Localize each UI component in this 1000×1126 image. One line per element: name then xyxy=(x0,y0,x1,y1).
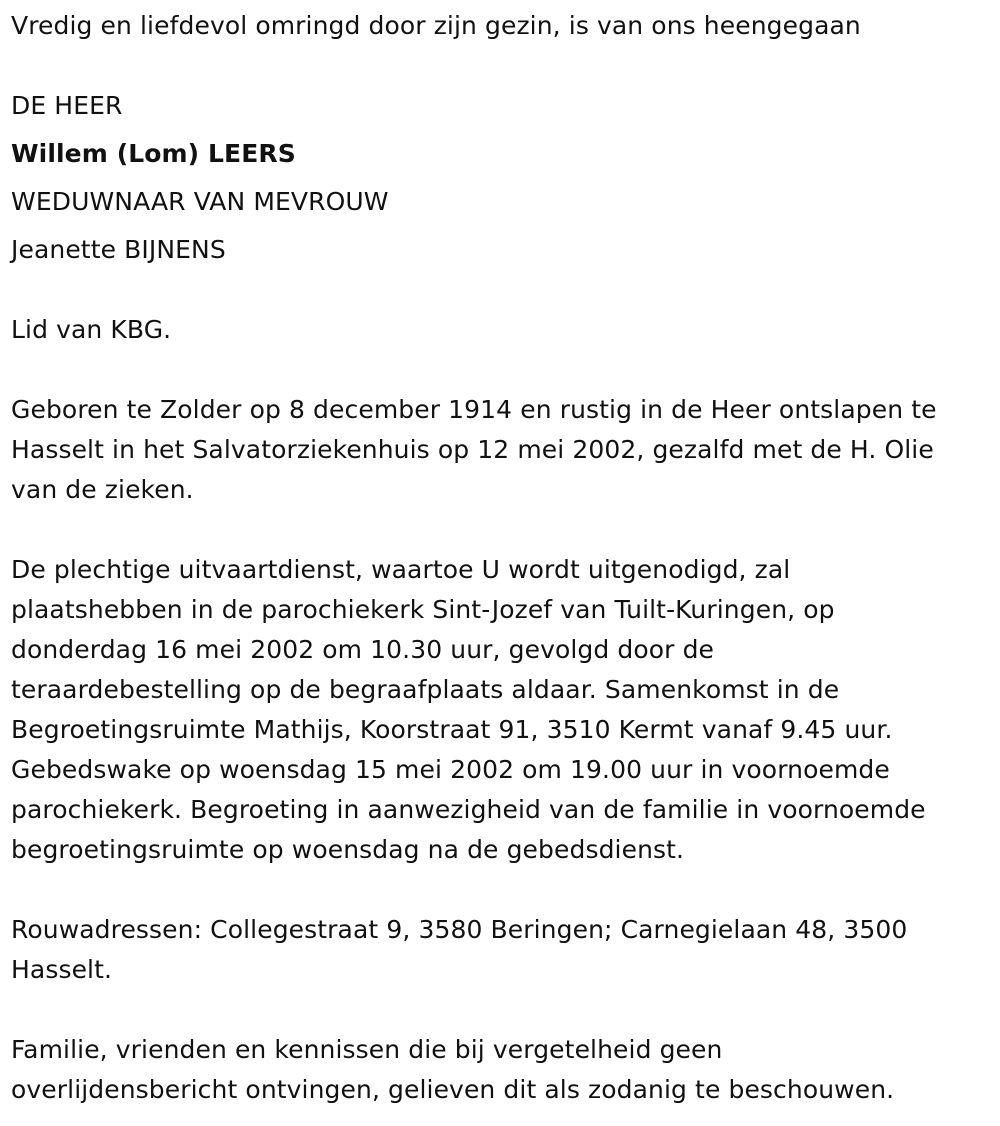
funeral-line: teraardebestelling op de begraafplaats aldaar. Samenkomst in de xyxy=(11,675,840,704)
funeral-line: donderdag 16 mei 2002 om 10.30 uur, gevolgd door de xyxy=(11,635,715,664)
address-line: Rouwadressen: Collegestraat 9, 3580 Beringen; Carnegielaan 48, 3500 xyxy=(11,915,908,944)
closing-line: overlijdensbericht ontvingen, gelieven dit als zodanig te beschouwen. xyxy=(11,1075,895,1104)
funeral-line: Begroetingsruimte Mathijs, Koorstraat 91, 3510 Kermt vanaf 9.45 uur. xyxy=(11,715,893,744)
funeral-line: plaatshebben in de parochiekerk Sint-Jozef van Tuilt-Kuringen, op xyxy=(11,595,835,624)
closing-line: Familie, vrienden en kennissen die bij vergetelheid geen xyxy=(11,1035,723,1064)
membership-text: Lid van KBG. xyxy=(11,315,172,344)
funeral-line: Gebedswake op woensdag 15 mei 2002 om 19.00 uur in voornoemde xyxy=(11,755,890,784)
title-prefix: DE HEER xyxy=(11,91,123,120)
birth-line: van de zieken. xyxy=(11,475,194,504)
intro-text: Vredig en liefdevol omringd door zijn gezin, is van ons heengegaan xyxy=(11,11,861,40)
birth-line: Geboren te Zolder op 8 december 1914 en rustig in de Heer ontslapen te xyxy=(11,395,937,424)
spouse-prefix: WEDUWNAAR VAN MEVROUW xyxy=(11,187,389,216)
funeral-line: parochiekerk. Begroeting in aanwezigheid van de familie in voornoemde xyxy=(11,795,926,824)
funeral-line: De plechtige uitvaartdienst, waartoe U wordt uitgenodigd, zal xyxy=(11,555,791,584)
deceased-name: Willem (Lom) LEERS xyxy=(11,139,296,168)
spouse-name: Jeanette BIJNENS xyxy=(11,235,226,264)
funeral-line: begroetingsruimte op woensdag na de gebedsdienst. xyxy=(11,835,685,864)
birth-line: Hasselt in het Salvatorziekenhuis op 12 mei 2002, gezalfd met de H. Olie xyxy=(11,435,934,464)
address-line: Hasselt. xyxy=(11,955,113,984)
